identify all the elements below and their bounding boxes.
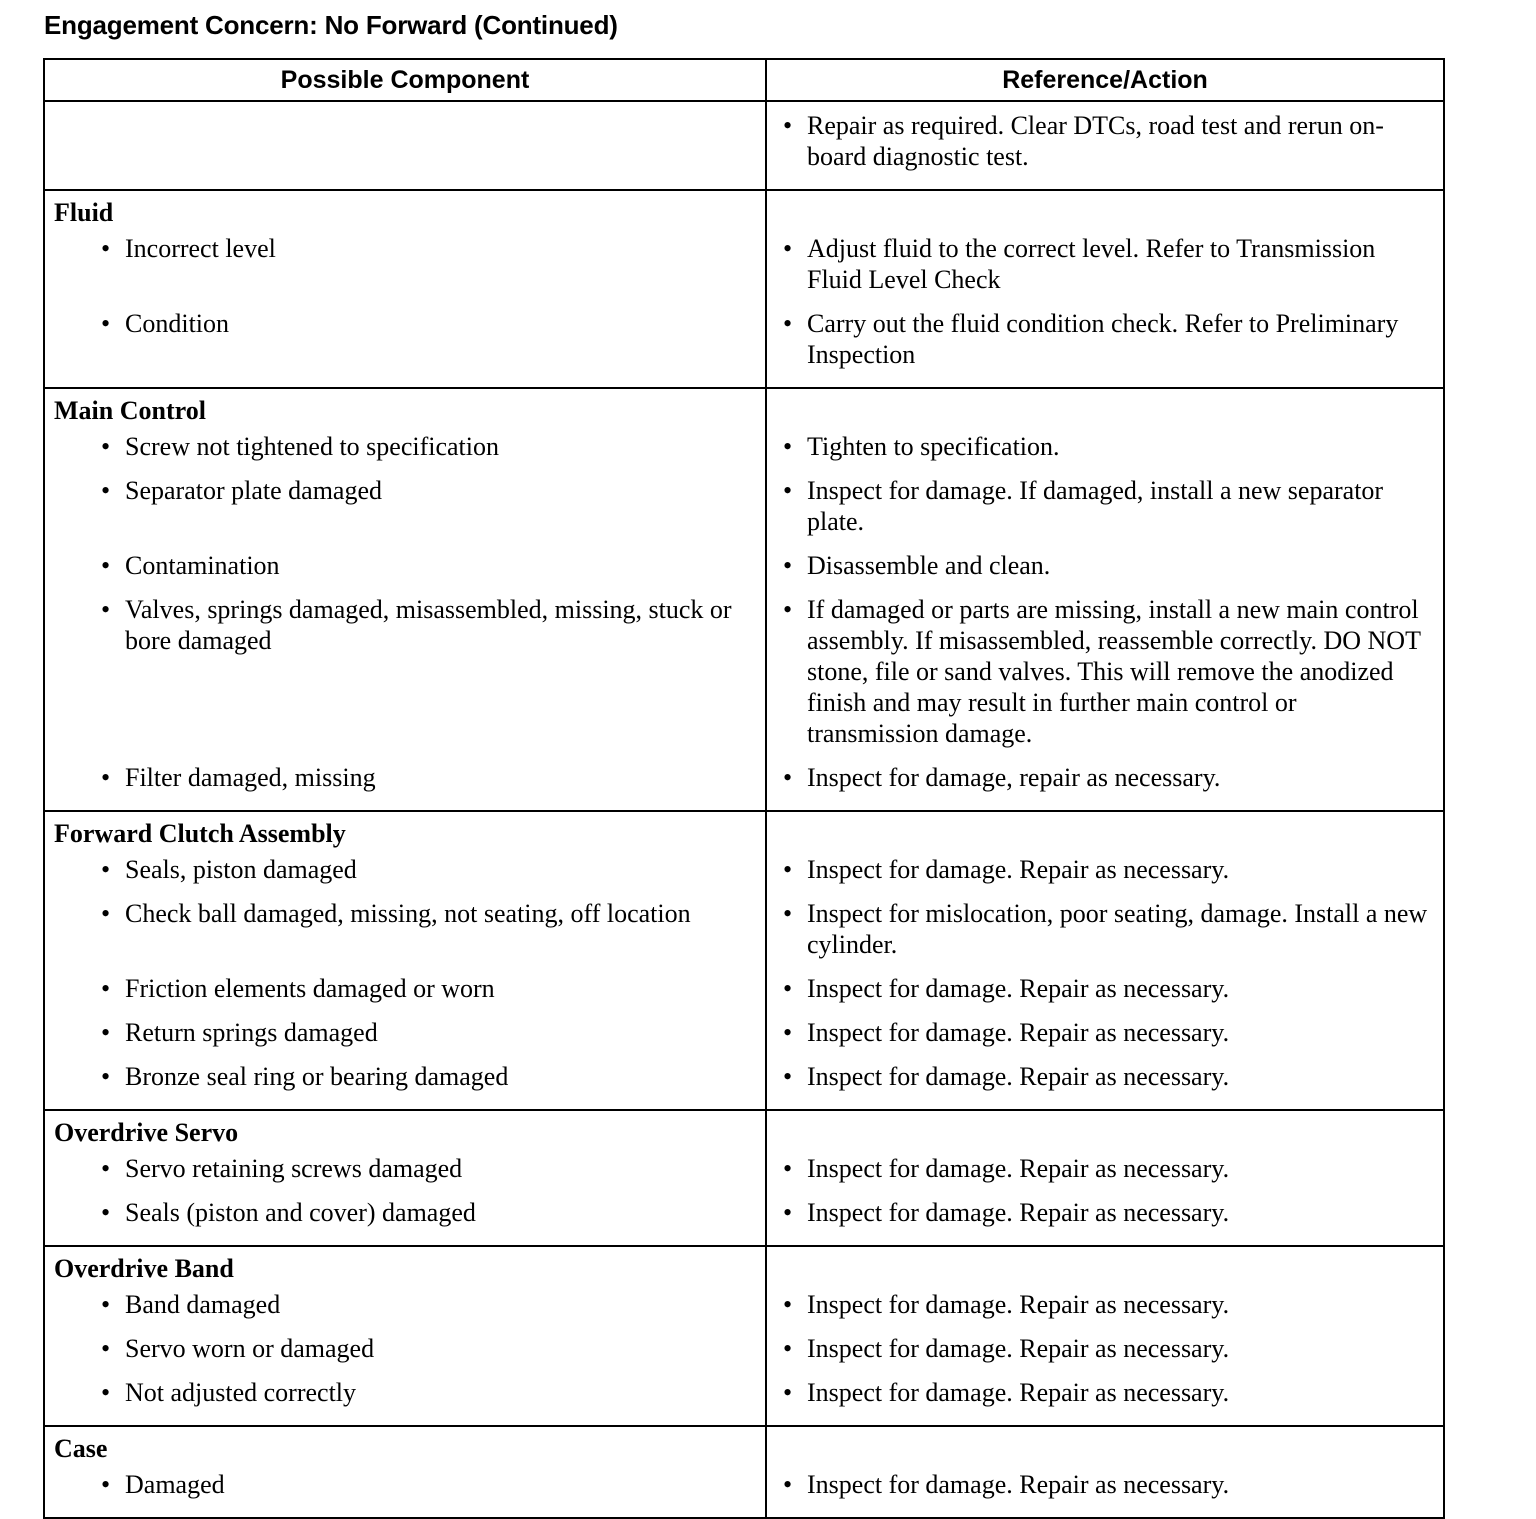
- component-cell-content: [45, 191, 765, 387]
- bullet-point: •: [101, 1062, 111, 1091]
- component-cell-content: [45, 812, 765, 1109]
- bullet-point: •: [101, 1470, 111, 1499]
- bullet-point: •: [783, 1470, 793, 1499]
- component-item-text: Valves, springs damaged, misassembled, missing, stuck or bore damaged: [125, 595, 732, 655]
- section-title-spacer: [776, 1255, 1429, 1289]
- bullet-point: •: [783, 1062, 793, 1091]
- component-item-text: Incorrect level: [125, 234, 276, 263]
- action-item-text: Inspect for damage. Repair as necessary.: [807, 974, 1230, 1003]
- bullet-point: •: [101, 855, 111, 884]
- action-item-text: Inspect for damage. Repair as necessary.: [807, 1470, 1230, 1499]
- component-item: [54, 308, 751, 370]
- action-item: [776, 431, 1429, 462]
- action-item: [776, 1377, 1429, 1408]
- action-item: [776, 898, 1429, 960]
- bullet-point: •: [101, 1378, 111, 1407]
- action-item-text: Repair as required. Clear DTCs, road test and rerun on-board diagnostic test.: [807, 111, 1384, 171]
- bullet-point: •: [783, 476, 793, 505]
- bullet-point: •: [783, 595, 793, 624]
- action-item-text: Inspect for damage. Repair as necessary.: [807, 1018, 1230, 1047]
- section-title: Main Control: [54, 396, 206, 425]
- section-title-spacer: [776, 820, 1429, 854]
- component-item-text: Contamination: [125, 551, 280, 580]
- bullet-point: •: [101, 551, 111, 580]
- component-cell-content: [45, 1427, 765, 1517]
- bullet-point: •: [783, 855, 793, 884]
- action-cell: [766, 388, 1444, 811]
- component-item: [54, 550, 751, 581]
- bullet-point: •: [783, 1018, 793, 1047]
- action-item-text: Inspect for mislocation, poor seating, damage. Install a new cylinder.: [807, 899, 1428, 959]
- bullet-point: •: [783, 1334, 793, 1363]
- bullet-point: •: [783, 111, 793, 140]
- action-item-text: Adjust fluid to the correct level. Refer to Transmission Fluid Level Check: [807, 234, 1376, 294]
- component-item-text: Seals, piston damaged: [125, 855, 357, 884]
- component-cell-content: [45, 1111, 765, 1245]
- component-item-text: Friction elements damaged or worn: [125, 974, 495, 1003]
- bullet-point: •: [101, 595, 111, 624]
- section-title-spacer: [776, 1435, 1429, 1469]
- component-cell: [44, 1246, 766, 1426]
- action-cell: [766, 190, 1444, 388]
- bullet-point: •: [101, 234, 111, 263]
- bullet-point: •: [783, 1290, 793, 1319]
- component-item-text: Filter damaged, missing: [125, 763, 376, 792]
- section-title: Case: [54, 1434, 108, 1463]
- bullet-point: •: [101, 763, 111, 792]
- bullet-point: •: [783, 234, 793, 263]
- bullet-point: •: [101, 1334, 111, 1363]
- section-title-spacer: [776, 397, 1429, 431]
- bullet-point: •: [101, 1018, 111, 1047]
- action-item: [776, 594, 1429, 749]
- action-item: [776, 1197, 1429, 1228]
- action-cell-content: [767, 812, 1443, 1109]
- component-cell: [44, 1110, 766, 1246]
- component-item: [54, 431, 751, 462]
- component-item: [54, 1017, 751, 1048]
- component-item-text: Seals (piston and cover) damaged: [125, 1198, 476, 1227]
- section-row: [44, 1426, 1444, 1518]
- bullet-point: •: [783, 974, 793, 1003]
- empty-item: [54, 110, 751, 172]
- header-row: [44, 59, 1444, 101]
- action-cell-content: [767, 191, 1443, 387]
- section-row: [44, 811, 1444, 1110]
- component-item-text: Condition: [125, 309, 230, 338]
- component-item: [54, 594, 751, 749]
- section-row: [44, 1110, 1444, 1246]
- component-item-text: Bronze seal ring or bearing damaged: [125, 1062, 509, 1091]
- action-cell-content: [767, 1247, 1443, 1425]
- action-item: [776, 1333, 1429, 1364]
- action-item: [776, 1289, 1429, 1320]
- component-item-text: Separator plate damaged: [125, 476, 382, 505]
- action-item-text: Disassemble and clean.: [807, 551, 1051, 580]
- action-item: [776, 1061, 1429, 1092]
- bullet-point: •: [101, 1198, 111, 1227]
- action-cell: [766, 1246, 1444, 1426]
- component-item-text: Servo worn or damaged: [125, 1334, 375, 1363]
- section-title-spacer: [776, 1119, 1429, 1153]
- bullet-point: •: [783, 1154, 793, 1183]
- action-item-text: Inspect for damage. Repair as necessary.: [807, 1198, 1230, 1227]
- component-item: [54, 1377, 751, 1408]
- component-item-text: Servo retaining screws damaged: [125, 1154, 463, 1183]
- action-item: [776, 762, 1429, 793]
- component-item: [54, 475, 751, 537]
- action-item-text: Carry out the fluid condition check. Refer to Preliminary Inspection: [807, 309, 1399, 369]
- bullet-point: •: [783, 551, 793, 580]
- header-possible-component: Possible Component: [44, 59, 766, 101]
- component-cell-content: [45, 1247, 765, 1425]
- section-title: Fluid: [54, 198, 114, 227]
- action-item: [776, 1017, 1429, 1048]
- bullet-point: •: [783, 309, 793, 338]
- component-item-text: Screw not tightened to specification: [125, 432, 500, 461]
- action-item-text: Tighten to specification.: [807, 432, 1060, 461]
- action-item-text: If damaged or parts are missing, install a new main control assembly. If misassembled, reassemble correctly. DO NOT stone, file or sand valves. This will remove the anodized finish and may result in further main control or transmission damage.: [807, 595, 1421, 748]
- component-item-text: Return springs damaged: [125, 1018, 378, 1047]
- component-item: [54, 973, 751, 1004]
- section-row: [44, 1246, 1444, 1426]
- action-cell-content: [767, 102, 1443, 189]
- section-row: [44, 388, 1444, 811]
- action-item-text: Inspect for damage. Repair as necessary.: [807, 1334, 1230, 1363]
- component-cell: [44, 811, 766, 1110]
- component-item: [54, 898, 751, 960]
- diagnosis-table: [43, 58, 1445, 1519]
- table-body: [44, 101, 1444, 1518]
- component-item: [54, 1061, 751, 1092]
- action-item-text: Inspect for damage. Repair as necessary.: [807, 1290, 1230, 1319]
- component-item-text: Not adjusted correctly: [125, 1378, 357, 1407]
- action-item-text: Inspect for damage. Repair as necessary.: [807, 855, 1230, 884]
- section-row: [44, 190, 1444, 388]
- section-title: Overdrive Servo: [54, 1118, 239, 1147]
- action-item: [776, 1469, 1429, 1500]
- action-cell-content: [767, 389, 1443, 810]
- action-item: [776, 110, 1429, 172]
- section-title-spacer: [776, 199, 1429, 233]
- bullet-point: •: [101, 476, 111, 505]
- component-cell: [44, 388, 766, 811]
- action-item: [776, 973, 1429, 1004]
- action-item: [776, 233, 1429, 295]
- action-cell: [766, 101, 1444, 190]
- section-row: [44, 101, 1444, 190]
- component-cell: [44, 1426, 766, 1518]
- section-title: Overdrive Band: [54, 1254, 234, 1283]
- bullet-point: •: [101, 974, 111, 1003]
- component-item-text: Band damaged: [125, 1290, 281, 1319]
- component-cell-content: [45, 102, 765, 176]
- action-cell-content: [767, 1427, 1443, 1517]
- action-item-text: Inspect for damage. If damaged, install a new separator plate.: [807, 476, 1384, 536]
- bullet-point: •: [101, 899, 111, 928]
- component-item: [54, 1333, 751, 1364]
- bullet-point: •: [783, 1198, 793, 1227]
- component-item: [54, 1469, 751, 1500]
- component-cell-content: [45, 389, 765, 810]
- component-item-text: Check ball damaged, missing, not seating, off location: [125, 899, 691, 928]
- component-item-text: Damaged: [125, 1470, 225, 1499]
- bullet-point: •: [101, 309, 111, 338]
- action-item-text: Inspect for damage. Repair as necessary.: [807, 1378, 1230, 1407]
- bullet-point: •: [783, 1378, 793, 1407]
- action-cell-content: [767, 1111, 1443, 1245]
- component-item: [54, 854, 751, 885]
- bullet-point: •: [783, 432, 793, 461]
- component-item: [54, 1197, 751, 1228]
- bullet-point: •: [101, 432, 111, 461]
- action-item: [776, 475, 1429, 537]
- bullet-point: •: [783, 899, 793, 928]
- component-cell: [44, 190, 766, 388]
- component-item: [54, 233, 751, 295]
- action-item: [776, 308, 1429, 370]
- bullet-point: •: [101, 1154, 111, 1183]
- action-item-text: Inspect for damage, repair as necessary.: [807, 763, 1221, 792]
- action-item: [776, 550, 1429, 581]
- header-reference-action: Reference/Action: [766, 59, 1444, 101]
- bullet-point: •: [101, 1290, 111, 1319]
- bullet-point: •: [783, 763, 793, 792]
- section-title: Forward Clutch Assembly: [54, 819, 346, 848]
- action-item: [776, 854, 1429, 885]
- action-cell: [766, 1426, 1444, 1518]
- action-cell: [766, 811, 1444, 1110]
- action-item-text: Inspect for damage. Repair as necessary.: [807, 1062, 1230, 1091]
- page-title: Engagement Concern: No Forward (Continued): [44, 10, 618, 40]
- action-cell: [766, 1110, 1444, 1246]
- action-item-text: Inspect for damage. Repair as necessary.: [807, 1154, 1230, 1183]
- component-cell: [44, 101, 766, 190]
- action-item: [776, 1153, 1429, 1184]
- component-item: [54, 1153, 751, 1184]
- component-item: [54, 762, 751, 793]
- component-item: [54, 1289, 751, 1320]
